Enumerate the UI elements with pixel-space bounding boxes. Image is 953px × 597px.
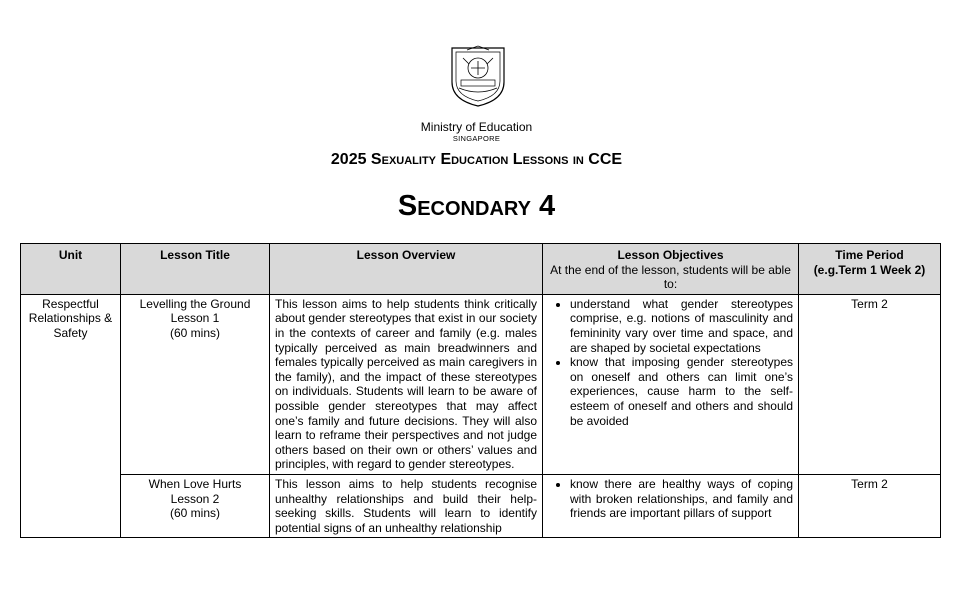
- header-unit: Unit: [21, 244, 121, 295]
- objectives-list: [548, 297, 793, 428]
- objective-item: • know there are healthy ways of coping with broken relationships, and family and friends are important pillars of support: [570, 477, 793, 521]
- lesson-title-cell: [121, 474, 270, 537]
- time-subheading: (e.g.Term 1 Week 2): [813, 262, 926, 277]
- table-row: [21, 474, 941, 537]
- country-name: SINGAPORE: [452, 134, 501, 143]
- lesson-duration: (60 mins): [169, 506, 220, 521]
- document-title: 2025 Sexuality Education Lessons in CCE: [330, 151, 623, 168]
- time-period-cell: Term 2: [799, 294, 941, 474]
- lesson-title: When Love Hurts: [148, 476, 242, 491]
- ministry-name: Ministry of Education: [420, 120, 533, 134]
- level-title: Secondary 4: [397, 190, 556, 222]
- lesson-title-cell: [121, 294, 270, 474]
- lesson-objectives-cell: [543, 474, 799, 537]
- lesson-title: Levelling the Ground: [139, 296, 251, 311]
- header-lesson-overview: Lesson Overview: [270, 244, 543, 295]
- time-period-cell: Term 2: [799, 474, 941, 537]
- objective-item: • know that imposing gender stereotypes on oneself and others can limit one’s experiences, cause harm to the self-esteem of oneself and others and should be avoided: [570, 355, 793, 428]
- lesson-objectives-cell: [543, 294, 799, 474]
- lesson-duration: (60 mins): [169, 325, 220, 340]
- lesson-overview-cell: This lesson aims to help students think critically about gender stereotypes that exist in our society in the contexts of career and family (e.g. males typically perceived as main breadwinners and females typically perceived as main caregivers in the family), and the impact of these stereotypes on individuals. Students will learn to be aware of possible gender stereotypes that may affect one’s family and future decisions. They will also learn to reframe their perspectives and not judge others based on their own or others’ values and principles, with regard to gender stereotypes.: [270, 294, 543, 474]
- header-lesson-objectives: [543, 244, 799, 295]
- objective-item: • understand what gender stereotypes comprise, e.g. notions of masculinity and femininity vary over time and space, and are shaped by societal expectations: [570, 297, 793, 355]
- unit-cell: Respectful Relationships & Safety: [21, 294, 121, 538]
- table-header-row: [21, 244, 941, 295]
- time-heading: Time Period: [835, 248, 904, 262]
- header-lesson-title: Lesson Title: [121, 244, 270, 295]
- lesson-overview-cell: This lesson aims to help students recognise unhealthy relationships and build their help-seeking skills. Students will learn to identify potential signs of an unhealthy relationship: [270, 474, 543, 537]
- header-time-period: [799, 244, 941, 295]
- objectives-heading: Lesson Objectives: [617, 248, 724, 262]
- lesson-number: Lesson 2: [170, 491, 220, 506]
- table-row: [21, 294, 941, 474]
- lesson-number: Lesson 1: [170, 311, 220, 326]
- lessons-table: [20, 243, 941, 538]
- moe-crest-icon: [447, 44, 509, 108]
- objectives-subheading: At the end of the lesson, students will be able to:: [550, 262, 791, 292]
- objectives-list: [548, 477, 793, 521]
